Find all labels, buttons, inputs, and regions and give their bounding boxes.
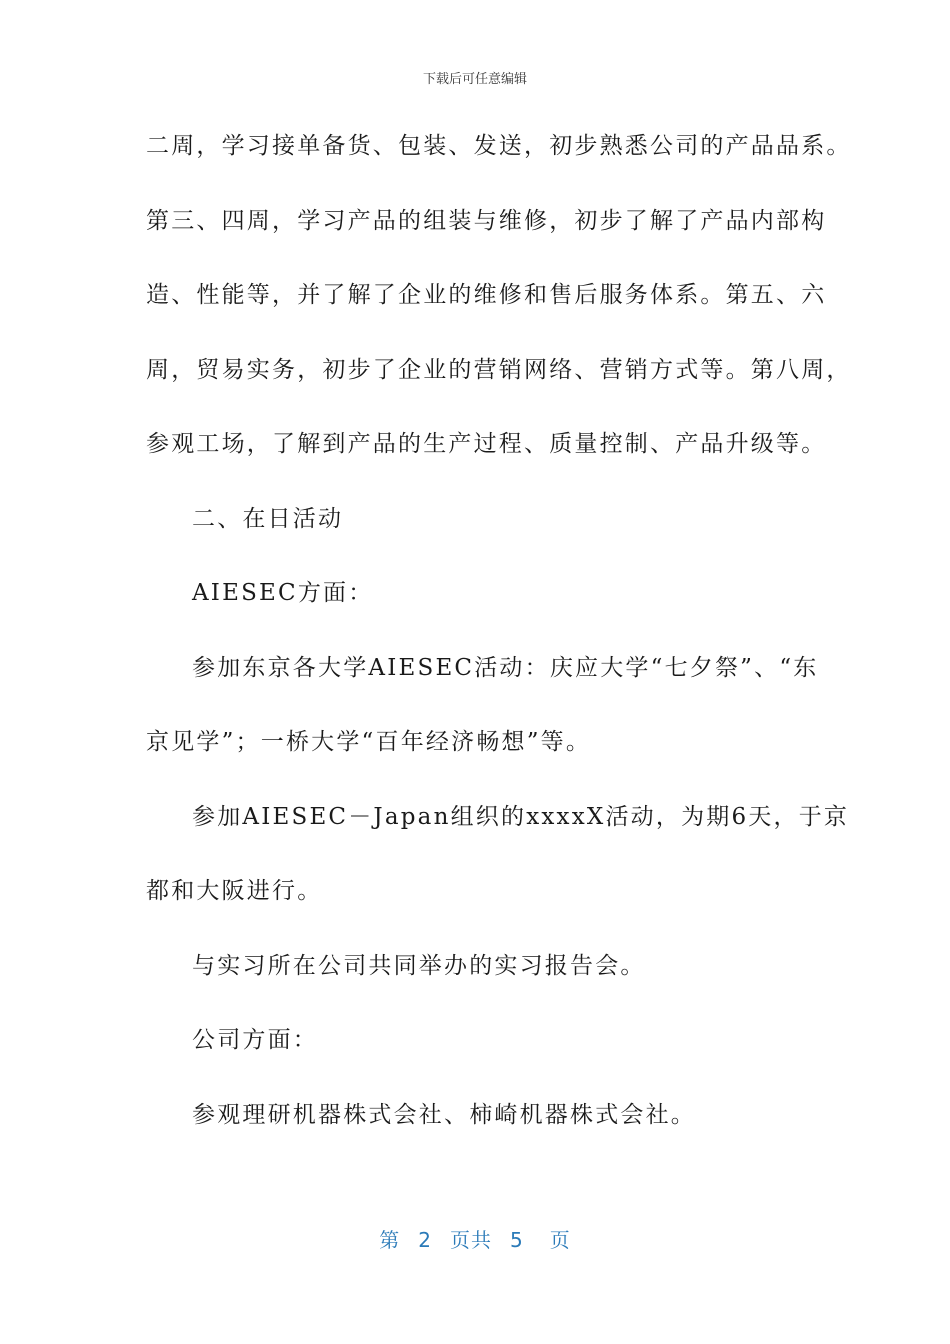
paragraph-line: 京见学”；一桥大学“百年经济畅想”等。 [146,729,592,755]
paragraph-line: 二周，学习接单备货、包装、发送，初步熟悉公司的产品品系。 [146,133,852,159]
paragraph-line: 参观工场，了解到产品的生产过程、质量控制、产品升级等。 [146,431,827,457]
paragraph-line: 参观理研机器株式会社、柿崎机器株式会社。 [192,1101,696,1128]
body-text [146,118,852,1161]
paragraph-line: 造、性能等，并了解了企业的维修和售后服务体系。第五、六 [146,282,827,308]
paragraph-line: 周，贸易实务，初步了企业的营销网络、营销方式等。第八周， [146,356,852,383]
footer-page-number: 2 [418,1228,432,1252]
paragraph-line: 参加东京各大学AIESEC活动：庆应大学“七夕祭”、“东 [192,654,819,681]
paragraph-line: 都和大阪进行。 [146,878,323,904]
footer-suffix: 页 [549,1228,571,1252]
paragraph-line: 与实习所在公司共同举办的实习报告会。 [192,952,646,979]
footer-prefix: 第 [379,1228,401,1252]
footer-total-pages: 5 [510,1228,524,1252]
footer-middle: 页共 [450,1228,492,1252]
subsection-heading: 公司方面： [192,1027,318,1053]
paragraph-line: 参加AIESEC－Japan组织的xxxxX活动，为期6天，于京 [192,803,850,830]
section-heading: 二、在日活动 [192,505,344,532]
page-footer [0,1224,950,1253]
subsection-heading: AIESEC方面： [192,580,374,606]
header-note: 下载后可任意编辑 [422,72,527,87]
paragraph-line: 第三、四周，学习产品的组装与维修，初步了解了产品内部构 [146,207,827,234]
